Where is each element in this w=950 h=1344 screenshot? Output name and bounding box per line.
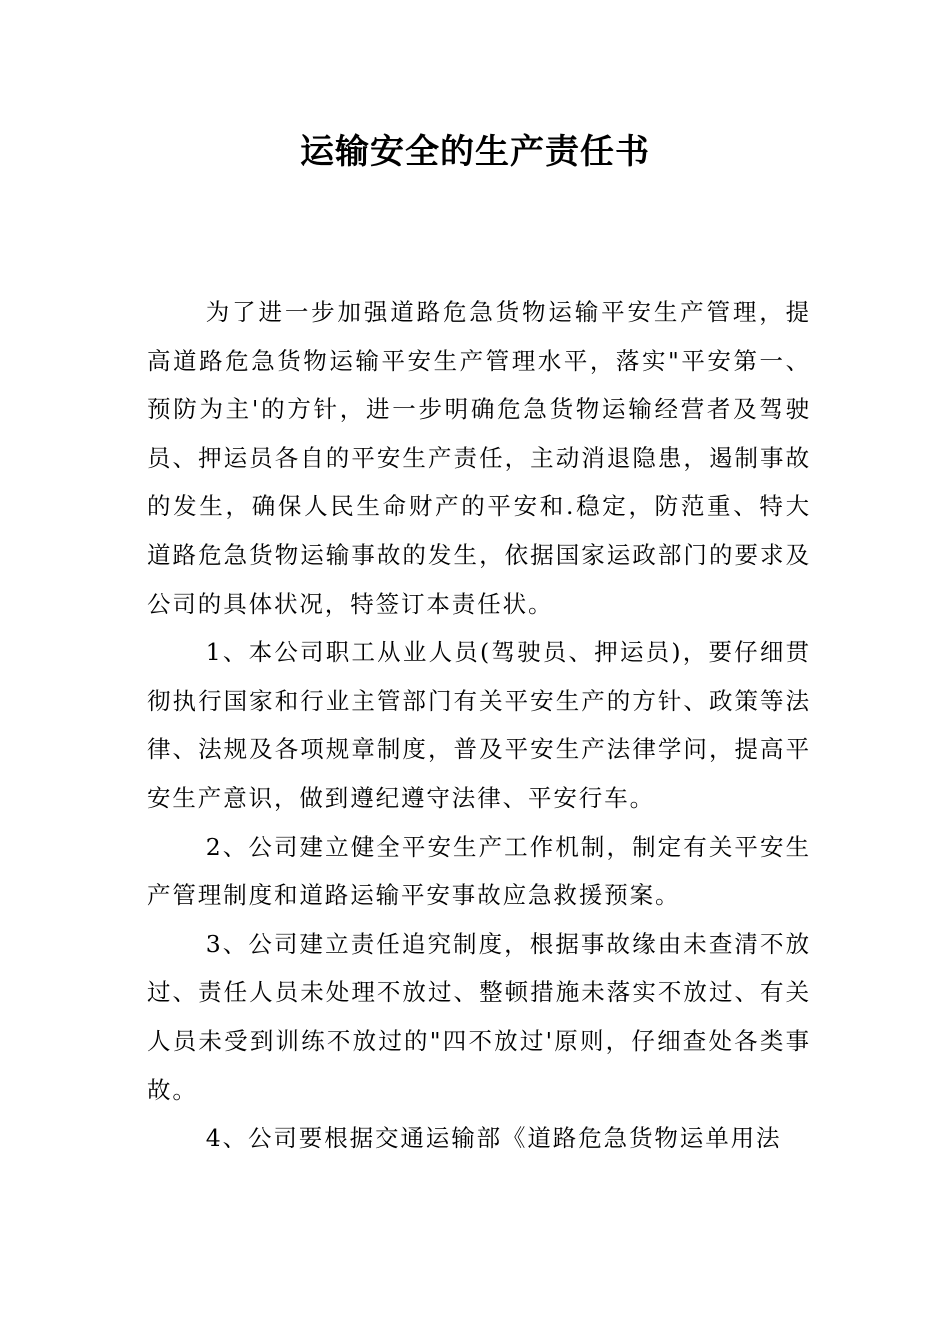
document-body bbox=[147, 288, 811, 1163]
paragraph-intro: 为了进一步加强道路危急货物运输平安生产管理，提高道路危急货物运输平安生产管理水平，落实"平安第一、预防为主'的方针，进一步明确危急货物运输经营者及驾驶员、押运员各自的平安生产责任，主动消退隐患，遏制事故的发生，确保人民生命财产的平安和.稳定，防范重、特大道路危急货物运输事故的发生，依据国家运政部门的要求及公司的具体状况，特签订本责任状。 bbox=[147, 298, 811, 618]
paragraph-item-2: 2、公司建立健全平安生产工作机制，制定有关平安生产管理制度和道路运输平安事故应急救援预案。 bbox=[147, 832, 811, 910]
paragraph-item-3: 3、公司建立责任追究制度，根据事故缘由未查清不放过、责任人员未处理不放过、整顿措施未落实不放过、有关人员未受到训练不放过的"四不放过'原则，仔细查处各类事故。 bbox=[147, 929, 811, 1104]
document-title: 运输安全的生产责任书 bbox=[300, 132, 650, 172]
paragraph-item-1: 1、本公司职工从业人员(驾驶员、押运员)，要仔细贯彻执行国家和行业主管部门有关平安生产的方针、政策等法律、法规及各项规章制度，普及平安生产法律学问，提高平安生产意识，做到遵纪遵守法律、平安行车。 bbox=[147, 638, 811, 812]
paragraph-item-4: 4、公司要根据交通运输部《道路危急货物运单用法 bbox=[205, 1124, 782, 1153]
